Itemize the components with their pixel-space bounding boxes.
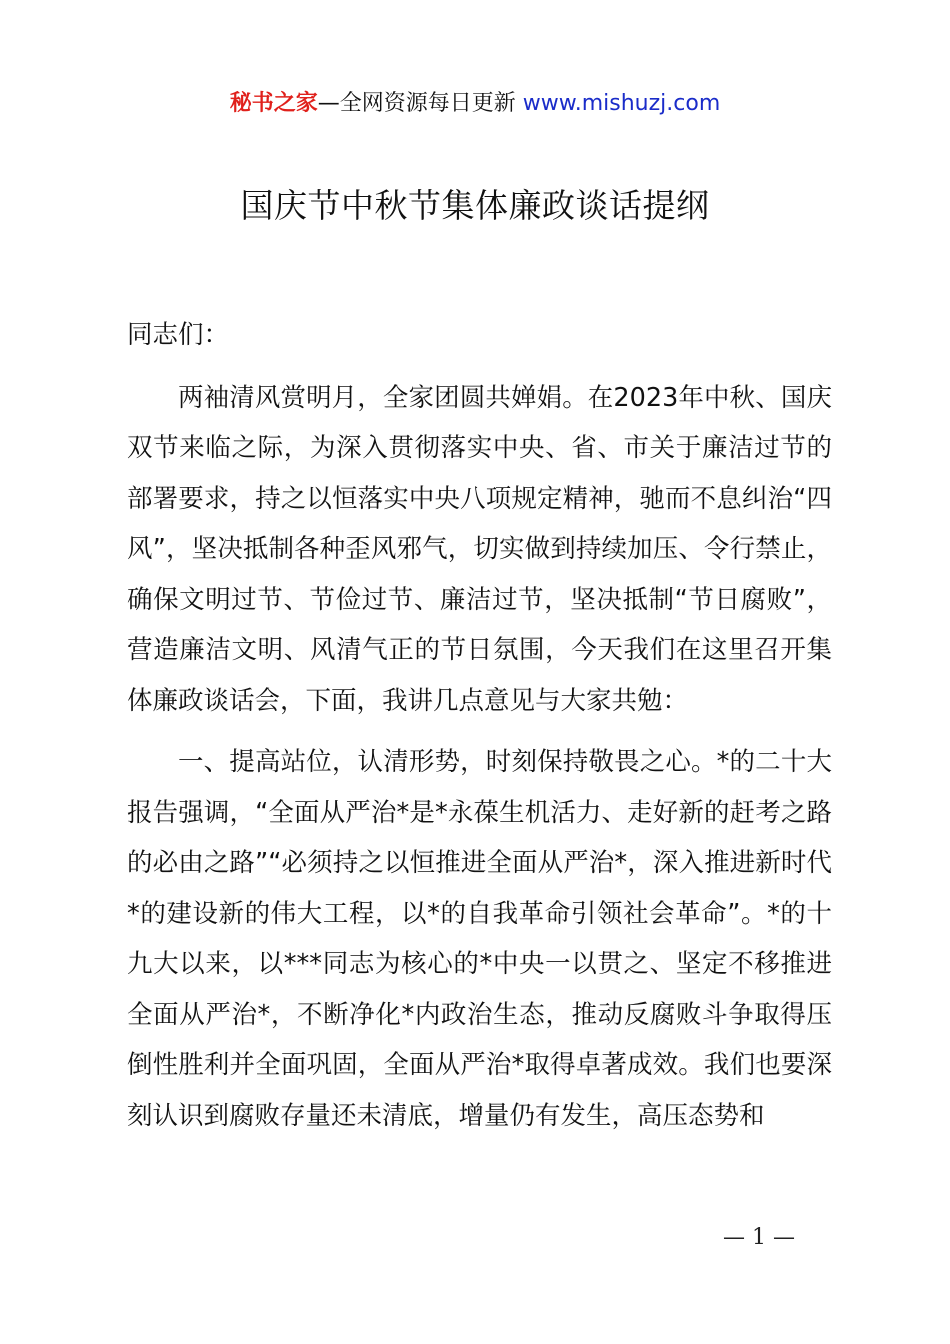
site-header <box>0 88 950 120</box>
header-tagline: —全网资源每日更新 <box>317 91 523 116</box>
paragraph-intro: 两袖清风赏明月，全家团圆共婵娟。在2023年中秋、国庆双节来临之际，为深入贯彻落实中央、省、市关于廉洁过节的部署要求，持之以恒落实中央八项规定精神，驰而不息纠治“四风”，坚决抵制各种歪风邪气，切实做到持续加压、令行禁止，确保文明过节、节俭过节、廉洁过节，坚决抵制“节日腐败”，营造廉洁文明、风清气正的节日氛围，今天我们在这里召开集体廉政谈话会，下面，我讲几点意见与大家共勉： <box>127 382 832 716</box>
paragraph-section-one: 一、提高站位，认清形势，时刻保持敬畏之心。*的二十大报告强调，“全面从严治*是*永葆生机活力、走好新的赶考之路的必由之路”“必须持之以恒推进全面从严治*，深入推进新时代*的建设新的伟大工程，以*的自我革命引领社会革命”。*的十九大以来，以***同志为核心的*中央一以贯之、坚定不移推进全面从严治*，不断净化*内政治生态，推动反腐败斗争取得压倒性胜利并全面巩固，全面从严治*取得卓著成效。我们也要深刻认识到腐败存量还未清底，增量仍有发生，高压态势和 <box>127 747 832 1131</box>
salutation: 同志们： <box>127 320 230 350</box>
page-number: — 1 — <box>723 1225 795 1250</box>
document-body <box>127 310 832 1141</box>
brand-name: 秘书之家 <box>229 91 318 116</box>
document-title: 国庆节中秋节集体廉政谈话提纲 <box>240 186 710 225</box>
site-url-link[interactable]: www.mishuzj.com <box>522 91 721 116</box>
